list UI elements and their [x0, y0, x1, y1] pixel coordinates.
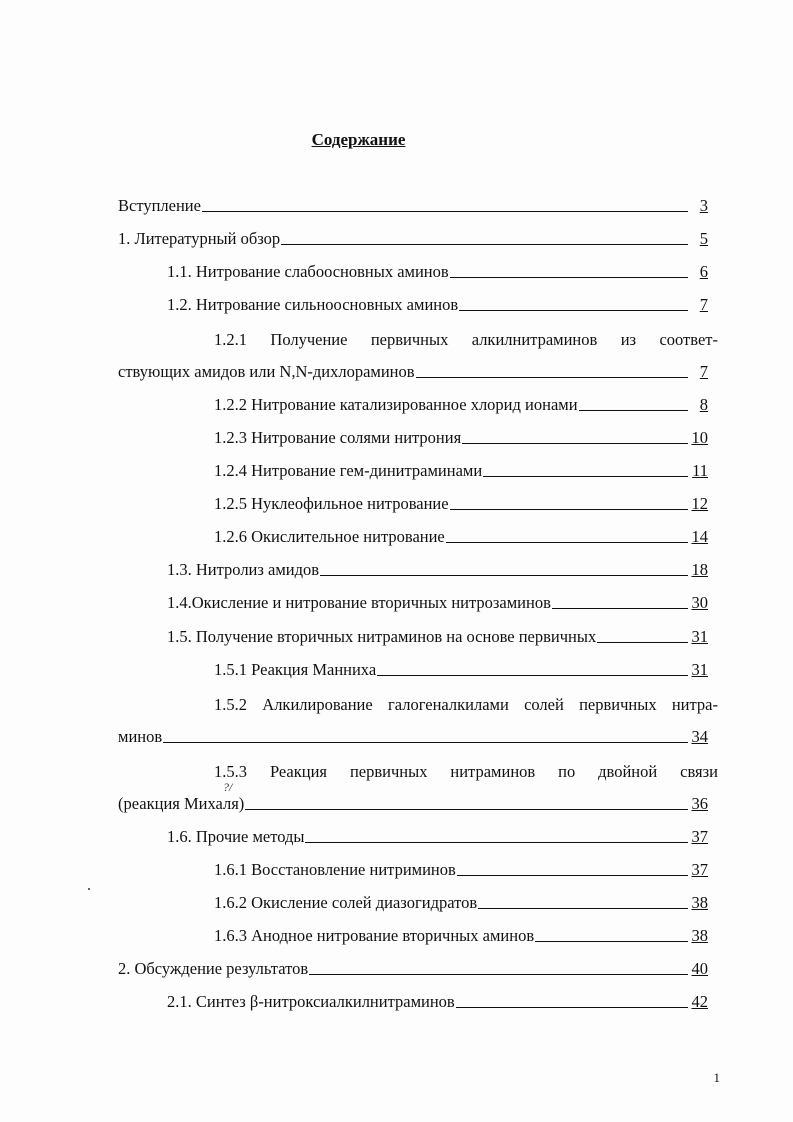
toc-entry-page: 31	[691, 660, 708, 679]
toc-entry	[214, 893, 708, 915]
page-number: 1	[713, 1070, 720, 1085]
leader-line	[450, 494, 688, 510]
toc-entry-label: Вступление	[118, 196, 201, 215]
leader-line	[450, 262, 688, 278]
toc-entry-label: 1.6.3 Анодное нитрование вторичных аминов	[214, 926, 535, 945]
toc-title: Содержание	[311, 130, 406, 149]
toc-entry-label: 1.2. Нитрование сильноосновных аминов	[167, 295, 459, 314]
toc-entry-page: 38	[691, 893, 708, 912]
leader-line	[597, 627, 688, 643]
toc-entry-page: 7	[699, 362, 708, 381]
toc-entry	[167, 627, 708, 649]
toc-entry-page: 14	[691, 527, 708, 546]
toc-entry	[167, 593, 708, 615]
toc-entry-label: (реакция Михаля)	[118, 794, 245, 813]
toc-entry-page: 12	[691, 494, 708, 513]
toc-entry-label: 2. Обсуждение результатов	[118, 959, 309, 978]
leader-line	[305, 827, 688, 843]
leader-line	[309, 959, 688, 975]
leader-line	[478, 893, 688, 909]
toc-entry-page: 7	[699, 295, 708, 314]
toc-entry-page: 40	[691, 959, 708, 978]
toc-entry-label: ствующих амидов или N,N-дихлораминов	[118, 362, 415, 381]
toc-entry-page: 30	[691, 593, 708, 612]
toc-entry	[167, 295, 708, 317]
leader-line	[462, 428, 688, 444]
toc-entry-label: 1.2.6 Окислительное нитрование	[214, 527, 445, 546]
toc-entry-page: 37	[691, 827, 708, 846]
toc-entry-label: 1.3. Нитролиз амидов	[167, 560, 320, 579]
toc-entry-label: 1.1. Нитрование слабоосновных аминов	[167, 262, 449, 281]
toc-entry-label: 1.2.4 Нитрование гем-динитраминами	[214, 461, 483, 480]
leader-line	[202, 196, 688, 212]
toc-entry-page: 5	[699, 229, 708, 248]
toc-entry	[118, 196, 708, 218]
toc-entry	[167, 827, 708, 849]
toc-entry	[214, 494, 708, 516]
toc-entry-page: 42	[691, 992, 708, 1011]
toc-entry-label: 2.1. Синтез β-нитроксиалкилнитраминов	[167, 992, 455, 1011]
toc-entry-page: 31	[691, 627, 708, 646]
toc-entry-page: 34	[691, 727, 708, 746]
toc-entry	[214, 527, 708, 549]
toc-entry-first-line: 1.5.3 Реакция первичных нитраминов по двойной связи	[214, 762, 718, 781]
toc-entry-page: 8	[699, 395, 708, 414]
toc-entry	[214, 428, 708, 450]
toc-entry	[118, 959, 708, 981]
toc-entry	[167, 560, 708, 582]
toc-entry-first-line: 1.2.1 Получение первичных алкилнитраминов из соответ-	[214, 330, 718, 349]
toc-entry-page: 37	[691, 860, 708, 879]
toc-entry	[214, 660, 708, 682]
leader-line	[163, 727, 688, 743]
toc-entry-page: 10	[691, 428, 708, 447]
toc-entry-label: 1.2.5 Нуклеофильное нитрование	[214, 494, 449, 513]
toc-entry-label: 1.4.Окисление и нитрование вторичных нитрозаминов	[167, 593, 551, 612]
leader-line	[579, 395, 688, 411]
toc-entry-first-line: 1.5.2 Алкилирование галогеналкилами солей первичных нитра-	[214, 695, 718, 714]
leader-line	[552, 593, 688, 609]
leader-line	[320, 560, 688, 576]
toc-entry-label: 1.2.3 Нитрование солями нитрония	[214, 428, 462, 447]
toc-entry-label: 1.6.1 Восстановление нитриминов	[214, 860, 456, 879]
toc-entry	[118, 229, 708, 251]
toc-entry	[167, 992, 708, 1014]
leader-line	[456, 992, 688, 1008]
toc-entry-page: 38	[691, 926, 708, 945]
toc-entry-page: 11	[692, 461, 708, 480]
leader-line	[483, 461, 688, 477]
toc-entry-label: 1.5.1 Реакция Манниха	[214, 660, 377, 679]
toc-entry-label: 1.5. Получение вторичных нитраминов на основе первичных	[167, 627, 597, 646]
leader-line	[377, 660, 688, 676]
toc-entry-label: минов	[118, 727, 163, 746]
toc-entry-page: 18	[691, 560, 708, 579]
toc-entry	[214, 860, 708, 882]
leader-line	[535, 926, 688, 942]
scan-speck	[88, 888, 90, 890]
toc-entry-label: 1.6. Прочие методы	[167, 827, 305, 846]
toc-entry-label: 1. Литературный обзор	[118, 229, 281, 248]
toc-entry	[167, 262, 708, 284]
toc-entry	[118, 794, 708, 816]
leader-line	[457, 860, 688, 876]
toc-entry	[214, 461, 708, 483]
leader-line	[416, 362, 688, 378]
leader-line	[245, 794, 688, 810]
toc-entry-page: 3	[699, 196, 708, 215]
leader-line	[446, 527, 688, 543]
leader-line	[281, 229, 688, 245]
leader-line	[459, 295, 688, 311]
toc-entry-page: 36	[691, 794, 708, 813]
toc-entry-page: 6	[699, 262, 708, 281]
toc-entry	[214, 395, 708, 417]
handwritten-mark: ?/	[223, 780, 233, 794]
toc-entry-label: 1.6.2 Окисление солей диазогидратов	[214, 893, 478, 912]
toc-entry	[118, 362, 708, 384]
toc-entry	[118, 727, 708, 749]
toc-entry-label: 1.2.2 Нитрование катализированное хлорид ионами	[214, 395, 578, 414]
toc-entry	[214, 926, 708, 948]
